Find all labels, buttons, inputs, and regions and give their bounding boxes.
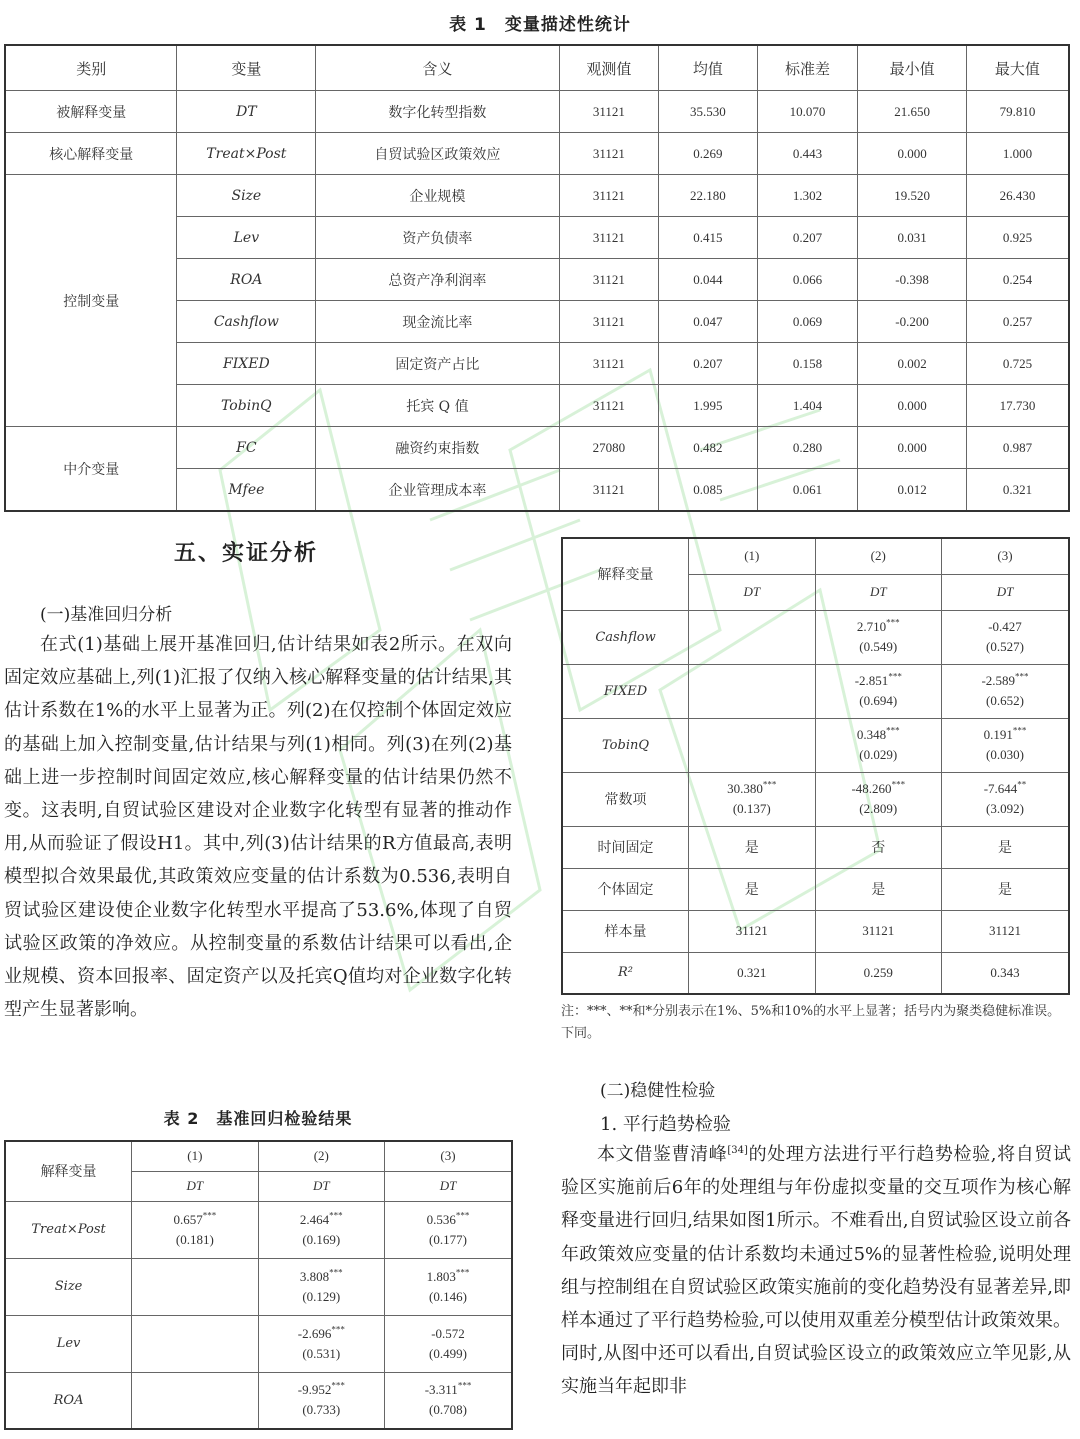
fixed-effect-value: 是 [942, 826, 1069, 868]
group-label: 被解释变量 [5, 91, 177, 133]
std-error: (0.030) [986, 747, 1024, 762]
dependent-variable: DT [258, 1171, 384, 1201]
coefficient: 0.191 [983, 727, 1013, 742]
variable-name: FIXED [562, 664, 689, 718]
paragraph-text-post: 的处理方法进行平行趋势检验,将自贸试验区实施前后6年的处理组与年份虚拟变量的交互项作为核心解释变量进行回归,结果如图1所示。不难看出,自贸试验区设立前各年政策效应变量的估计系数均未通过5%的显著性检验,说明处理组与控制组在自贸试验区政策实施前的变化趋势没有显著差异,即样本通过了平行趋势检验,可以使用双重差分模型估计政策效果。同时,从图中还可以看出,自贸试验区设立的政策效应立竿见影,从实施当年起即非 [561, 1144, 1071, 1398]
min-value: -0.398 [858, 259, 967, 301]
variable-name: Cashflow [177, 301, 316, 343]
coef-cell [689, 664, 815, 718]
coef-cell [815, 664, 942, 718]
coefficient: -2.589 [981, 673, 1016, 688]
mean-value: 0.269 [659, 133, 758, 175]
table1-caption: 表 1 变量描述性统计 [449, 15, 631, 35]
table2-header-row [5, 1141, 512, 1171]
fixed-effect-value: 是 [689, 826, 815, 868]
std-error: (0.652) [986, 693, 1024, 708]
std-error: (0.694) [859, 693, 898, 708]
obs-count: 31121 [559, 259, 659, 301]
subsubsection-heading: 1. 平行趋势检验 [600, 1114, 731, 1135]
std-error: (0.146) [429, 1288, 467, 1304]
obs-count: 31121 [559, 301, 659, 343]
variable-name: Lev [177, 217, 316, 259]
significance-stars: *** [331, 1324, 345, 1335]
dependent-variable: DT [942, 574, 1069, 610]
dependent-label: 解释变量 [5, 1141, 132, 1201]
sd-value: 1.404 [757, 385, 858, 427]
table1-header-cell: 最小值 [858, 45, 967, 91]
variable-name: FC [177, 427, 316, 469]
std-error: (0.169) [302, 1231, 341, 1247]
coefficient: 0.348 [856, 727, 887, 742]
variable-name: Cashflow [562, 610, 689, 664]
std-error: (0.181) [175, 1231, 214, 1247]
obs-count: 31121 [559, 343, 659, 385]
table-row [5, 1201, 512, 1258]
obs-count: 31121 [559, 385, 659, 427]
max-value: 0.254 [966, 259, 1069, 301]
significance-stars: *** [762, 779, 777, 790]
row-label: 样本量 [562, 910, 689, 952]
coefficient: -3.311 [424, 1382, 458, 1398]
table2-header-row [562, 538, 1069, 574]
table2-continued [561, 537, 1070, 995]
sd-value: 1.302 [757, 175, 858, 217]
std-error: (0.129) [302, 1288, 341, 1304]
table-row [562, 910, 1069, 952]
significance-stars: *** [1012, 725, 1027, 736]
fixed-effect-value: 是 [815, 868, 942, 910]
coefficient: 0.536 [426, 1211, 456, 1227]
significance-stars: *** [886, 617, 900, 628]
subsection-heading: (二)稳健性检验 [600, 1081, 716, 1101]
max-value: 0.257 [966, 301, 1069, 343]
coefficient: -2.696 [297, 1325, 332, 1341]
coef-cell [385, 1258, 512, 1315]
min-value: 0.000 [858, 427, 967, 469]
std-error: (0.499) [429, 1345, 467, 1361]
significance-stars: *** [888, 671, 902, 682]
sd-value: 0.069 [757, 301, 858, 343]
table1-header-cell: 观测值 [559, 45, 659, 91]
table-row [5, 175, 1069, 217]
mean-value: 0.047 [659, 301, 758, 343]
column-number: (2) [258, 1141, 384, 1171]
variable-name: DT [177, 91, 316, 133]
paragraph-text [561, 1138, 1071, 1404]
coef-cell [815, 772, 942, 826]
std-error: (0.527) [986, 639, 1024, 654]
max-value: 79.810 [966, 91, 1069, 133]
column-number: (1) [132, 1141, 258, 1171]
dependent-variable: DT [385, 1171, 512, 1201]
mean-value: 0.085 [659, 469, 758, 512]
table-row [562, 718, 1069, 772]
significance-stars: *** [891, 779, 906, 790]
body-paragraph [561, 1138, 1071, 1404]
coef-cell [942, 610, 1069, 664]
sd-value: 0.061 [757, 469, 858, 512]
coef-cell [942, 664, 1069, 718]
r-squared: 0.259 [815, 952, 942, 994]
paragraph-text: 在式(1)基础上展开基准回归,估计结果如表2所示。在双向固定效应基础上,列(1)汇报了仅纳入核心解释变量的估计结果,其估计系数在1%的水平上显著为正。列(2)在仅控制个体固定效应的基础上加入控制变量,估计结果与列(1)相同。列(3)在列(2)基础上进一步控制时间固定效应,核心解释变量的估计结果仍然不变。这表明,自贸试验区建设对企业数字化转型有显著的推动作用,从而验证了假设H1。其中,列(3)估计结果的R方值最高,表明模型拟合效果最优,其政策效应变量的估计系数为0.536,表明自贸试验区建设使企业数字化转型水平提高了53.6%,体现了自贸试验区政策的净效应。从控制变量的系数估计结果可以看出,企业规模、资本回报率、固定资产以及托宾Q值均对企业数字化转型产生显著影响。 [4, 634, 512, 1021]
r-squared: 0.343 [942, 952, 1069, 994]
variable-name: ROA [177, 259, 316, 301]
table1-header-cell: 含义 [316, 45, 559, 91]
coefficient: 1.803 [426, 1268, 456, 1284]
r-squared: 0.321 [689, 952, 815, 994]
coef-cell [689, 772, 815, 826]
table1 [4, 44, 1070, 512]
group-label: 中介变量 [5, 427, 177, 512]
obs-count: 31121 [559, 175, 659, 217]
dependent-variable: DT [815, 574, 942, 610]
coef-cell [689, 610, 815, 664]
dependent-variable: DT [689, 574, 815, 610]
mean-value: 35.530 [659, 91, 758, 133]
fixed-effect-value: 否 [815, 826, 942, 868]
coef-cell [689, 718, 815, 772]
coefficient: -9.952 [297, 1382, 332, 1398]
table-row [562, 868, 1069, 910]
std-error: (0.177) [429, 1231, 467, 1247]
variable-name: ROA [5, 1372, 132, 1429]
obs-count: 31121 [559, 217, 659, 259]
table-row [562, 826, 1069, 868]
mean-value: 1.995 [659, 385, 758, 427]
section-heading: 五、实证分析 [174, 541, 319, 566]
coef-cell [815, 718, 942, 772]
column-number: (3) [385, 1141, 512, 1171]
std-error: (0.549) [859, 639, 898, 654]
variable-name: Treat×Post [177, 133, 316, 175]
column-number: (1) [689, 538, 815, 574]
table-row [5, 1315, 512, 1372]
coef-cell [942, 718, 1069, 772]
std-error: (3.092) [986, 801, 1024, 816]
table-row [5, 133, 1069, 175]
std-error: (0.733) [302, 1402, 341, 1418]
sd-value: 0.066 [757, 259, 858, 301]
coefficient: -48.260 [851, 781, 892, 796]
significance-stars: *** [329, 1210, 343, 1221]
max-value: 0.725 [966, 343, 1069, 385]
coef-cell [815, 610, 942, 664]
subsection-heading: (一)基准回归分析 [40, 605, 173, 625]
column-number: (2) [815, 538, 942, 574]
min-value: 0.002 [858, 343, 967, 385]
variable-name: 常数项 [562, 772, 689, 826]
dependent-label: 解释变量 [562, 538, 689, 610]
variable-meaning: 现金流比率 [316, 301, 559, 343]
significance-stars: *** [329, 1267, 343, 1278]
std-error: (0.137) [732, 801, 771, 816]
min-value: 0.031 [858, 217, 967, 259]
row-label: 个体固定 [562, 868, 689, 910]
table-row [5, 1372, 512, 1429]
fixed-effect-value: 是 [689, 868, 815, 910]
table1-header-cell: 标准差 [757, 45, 858, 91]
table1-header-row [5, 45, 1069, 91]
sd-value: 0.207 [757, 217, 858, 259]
mean-value: 0.415 [659, 217, 758, 259]
obs-count: 31121 [559, 91, 659, 133]
variable-name: Lev [5, 1315, 132, 1372]
min-value: 19.520 [858, 175, 967, 217]
coef-cell [132, 1315, 258, 1372]
coefficient: 3.808 [299, 1268, 330, 1284]
variable-name: Size [177, 175, 316, 217]
variable-name: FIXED [177, 343, 316, 385]
body-paragraph [4, 628, 512, 1026]
variable-name: Mfee [177, 469, 316, 512]
coefficient: -7.644 [983, 781, 1018, 796]
min-value: 0.012 [858, 469, 967, 512]
variable-name: Size [5, 1258, 132, 1315]
group-label: 控制变量 [5, 175, 177, 427]
mean-value: 0.044 [659, 259, 758, 301]
variable-name: Treat×Post [5, 1201, 132, 1258]
coef-cell [258, 1201, 384, 1258]
group-label: 核心解释变量 [5, 133, 177, 175]
mean-value: 0.482 [659, 427, 758, 469]
std-error: (0.029) [859, 747, 898, 762]
std-error: (2.809) [859, 801, 898, 816]
table-row [5, 1258, 512, 1315]
variable-name: TobinQ [177, 385, 316, 427]
max-value: 0.987 [966, 427, 1069, 469]
coefficient: 0.657 [173, 1211, 203, 1227]
variable-meaning: 自贸试验区政策效应 [316, 133, 559, 175]
table-row [562, 610, 1069, 664]
sd-value: 0.280 [757, 427, 858, 469]
variable-meaning: 托宾 Q 值 [316, 385, 559, 427]
table1-header-cell: 变量 [177, 45, 316, 91]
coefficient: 2.710 [856, 619, 887, 634]
sample-size: 31121 [942, 910, 1069, 952]
variable-name: TobinQ [562, 718, 689, 772]
paragraph-text-pre: 本文借鉴曹清峰 [597, 1144, 728, 1165]
table1-header-cell: 类别 [5, 45, 177, 91]
mean-value: 0.207 [659, 343, 758, 385]
coefficient: 2.464 [299, 1211, 330, 1227]
significance-stars: *** [886, 725, 900, 736]
coefficient: -2.851 [854, 673, 889, 688]
significance-stars: *** [1015, 671, 1029, 682]
min-value: 0.000 [858, 133, 967, 175]
table-row [562, 952, 1069, 994]
coef-cell [132, 1201, 258, 1258]
significance-stars: ** [1017, 779, 1027, 790]
max-value: 0.321 [966, 469, 1069, 512]
variable-meaning: 总资产净利润率 [316, 259, 559, 301]
variable-meaning: 企业规模 [316, 175, 559, 217]
variable-meaning: 企业管理成本率 [316, 469, 559, 512]
min-value: -0.200 [858, 301, 967, 343]
sample-size: 31121 [815, 910, 942, 952]
std-error: (0.708) [429, 1402, 467, 1418]
significance-stars: *** [457, 1380, 472, 1391]
table-row [562, 664, 1069, 718]
significance-stars: *** [202, 1210, 217, 1221]
citation-ref: [34] [727, 1145, 748, 1156]
variable-meaning: 融资约束指数 [316, 427, 559, 469]
max-value: 17.730 [966, 385, 1069, 427]
obs-count: 31121 [559, 469, 659, 512]
variable-meaning: 资产负债率 [316, 217, 559, 259]
significance-stars: *** [455, 1210, 470, 1221]
table1-header-cell: 均值 [659, 45, 758, 91]
coef-cell [258, 1372, 384, 1429]
coef-cell [385, 1201, 512, 1258]
table-note: 注：***、**和*分别表示在1%、5%和10%的水平上显著；括号内为聚类稳健标准误。下同。 [561, 1004, 1061, 1041]
coef-cell [385, 1315, 512, 1372]
row-label: R² [562, 952, 689, 994]
coef-cell [258, 1315, 384, 1372]
table2-caption: 表 2 基准回归检验结果 [163, 1109, 353, 1128]
min-value: 21.650 [858, 91, 967, 133]
coef-cell [132, 1372, 258, 1429]
row-label: 时间固定 [562, 826, 689, 868]
coef-cell [258, 1258, 384, 1315]
table2 [4, 1140, 513, 1430]
significance-stars: *** [331, 1380, 345, 1391]
std-error: (0.531) [302, 1345, 341, 1361]
sd-value: 0.443 [757, 133, 858, 175]
column-number: (3) [942, 538, 1069, 574]
coefficient: -0.427 [988, 619, 1022, 634]
significance-stars: *** [455, 1267, 470, 1278]
min-value: 0.000 [858, 385, 967, 427]
coef-cell [132, 1258, 258, 1315]
variable-meaning: 数字化转型指数 [316, 91, 559, 133]
variable-meaning: 固定资产占比 [316, 343, 559, 385]
obs-count: 31121 [559, 133, 659, 175]
mean-value: 22.180 [659, 175, 758, 217]
max-value: 0.925 [966, 217, 1069, 259]
obs-count: 27080 [559, 427, 659, 469]
coefficient: -0.572 [431, 1325, 465, 1341]
max-value: 26.430 [966, 175, 1069, 217]
table-row [562, 772, 1069, 826]
table-row [5, 427, 1069, 469]
sd-value: 0.158 [757, 343, 858, 385]
coef-cell [385, 1372, 512, 1429]
dependent-variable: DT [132, 1171, 258, 1201]
fixed-effect-value: 是 [942, 868, 1069, 910]
coefficient: 30.380 [727, 781, 763, 796]
table-row [5, 91, 1069, 133]
table1-header-cell: 最大值 [966, 45, 1069, 91]
coef-cell [942, 772, 1069, 826]
sample-size: 31121 [689, 910, 815, 952]
max-value: 1.000 [966, 133, 1069, 175]
sd-value: 10.070 [757, 91, 858, 133]
